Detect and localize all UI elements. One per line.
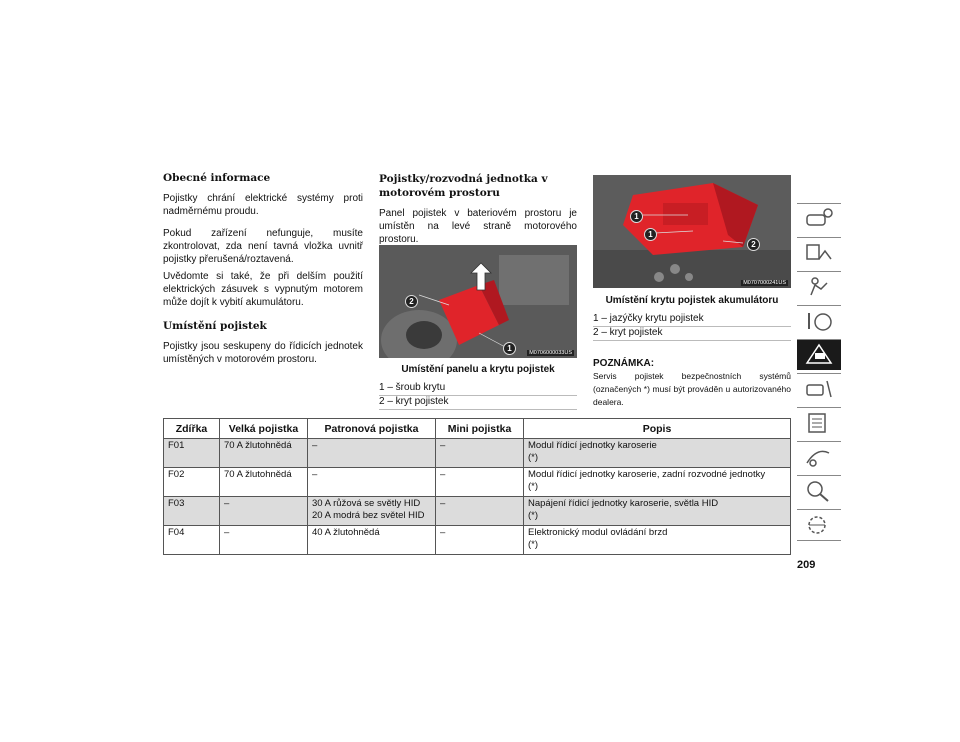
cell-cartridge: – <box>308 468 436 497</box>
battery-fuse-photo <box>593 175 791 288</box>
cell-cartridge: – <box>308 439 436 468</box>
page-number: 209 <box>797 559 816 571</box>
fuse-panel-photo <box>379 245 577 358</box>
heading-general-info: Obecné informace <box>163 172 271 184</box>
cell-description <box>524 468 791 497</box>
desc-note: (*) <box>528 539 539 550</box>
desc-note: (*) <box>528 510 539 521</box>
cell-mini: – <box>436 468 524 497</box>
heading-engine-fuse-box: Pojistky/rozvodná jednotka v motorovém prostoru <box>379 173 548 199</box>
marker-1b: 1 <box>644 228 657 241</box>
table-row <box>164 497 791 526</box>
table-row <box>164 468 791 497</box>
col-header-description: Popis <box>524 419 791 439</box>
cell-description <box>524 497 791 526</box>
col-header-large: Velká pojistka <box>220 419 308 439</box>
car-info-icon <box>803 207 835 231</box>
marker-1a: 1 <box>630 210 643 223</box>
col-header-mini: Mini pojistka <box>436 419 524 439</box>
table-row <box>164 526 791 555</box>
cell-mini: – <box>436 526 524 555</box>
legend-item-2: 2 – kryt pojistek <box>379 395 577 410</box>
cell-cavity: F03 <box>164 497 220 526</box>
cartridge-line-2: 20 A modrá bez světel HID <box>312 510 425 521</box>
tab-airbag[interactable] <box>797 271 841 302</box>
cartridge-line-1: 30 A růžová se světly HID <box>312 498 421 509</box>
specs-icon <box>803 411 835 435</box>
marker-2: 2 <box>747 238 760 251</box>
cell-cartridge <box>308 497 436 526</box>
desc-text: Elektronický modul ovládání brzd <box>528 527 668 538</box>
legend-item-1: 1 – jazýčky krytu pojistek <box>593 312 791 327</box>
desc-text: Napájení řídicí jednotky karoserie, světla HID <box>528 498 719 509</box>
cell-large: 70 A žlutohnědá <box>220 439 308 468</box>
search-icon <box>803 479 835 503</box>
marker-2: 2 <box>405 295 418 308</box>
legend-item-2: 2 – kryt pojistek <box>593 326 791 341</box>
desc-note: (*) <box>528 481 539 492</box>
tab-specs[interactable] <box>797 407 841 438</box>
cell-description <box>524 526 791 555</box>
caption-battery-fuse: Umístění krytu pojistek akumulátoru <box>605 295 779 306</box>
legend-item-1: 1 – šroub krytu <box>379 381 577 396</box>
airbag-icon <box>803 275 835 299</box>
cell-description <box>524 439 791 468</box>
para-battery-drain: Uvědomte si také, že při delším použití elektrických zásuvek s vypnutým motorem může dojít k vybití akumulátoru. <box>163 271 363 308</box>
cell-large: – <box>220 526 308 555</box>
desc-text: Modul řídicí jednotky karoserie, zadní rozvodné jednotky <box>528 469 766 480</box>
cell-mini: – <box>436 439 524 468</box>
tab-steering[interactable] <box>797 305 841 336</box>
cell-mini: – <box>436 497 524 526</box>
cell-large: 70 A žlutohnědá <box>220 468 308 497</box>
caption-fuse-panel: Umístění panelu a krytu pojistek <box>401 364 555 375</box>
tab-language[interactable] <box>797 509 841 541</box>
battery-illustration <box>593 175 791 288</box>
image-code: M0706000033US <box>529 350 572 356</box>
desc-note: (*) <box>528 452 539 463</box>
para-fuse-groups: Pojistky jsou seskupeny do řídicích jednotek umístěných v motorovém prostoru. <box>163 341 363 365</box>
col-header-cavity: Zdířka <box>164 419 220 439</box>
cell-cavity: F01 <box>164 439 220 468</box>
steering-wheel-icon <box>803 309 835 333</box>
desc-text: Modul řídicí jednotky karoserie <box>528 440 657 451</box>
col-header-cartridge: Patronová pojistka <box>308 419 436 439</box>
note-title: POZNÁMKA: <box>593 358 655 369</box>
note-text: Servis pojistek bezpečnostních systémů (označených *) musí být prováděn u autorizovaného dealera. <box>593 371 791 407</box>
table-row <box>164 439 791 468</box>
para-check-fuse: Pokud zařízení nefunguje, musíte zkontrolovat, zda není tavná vložka uvnitř pojistky přerušená/roztavená. <box>163 228 363 265</box>
fuse-table <box>163 418 791 555</box>
tab-multimedia[interactable] <box>797 441 841 472</box>
tab-warning-lights[interactable] <box>797 237 841 268</box>
marker-1: 1 <box>503 342 516 355</box>
emergency-icon <box>803 343 835 367</box>
cell-cavity: F02 <box>164 468 220 497</box>
language-icon <box>803 513 835 537</box>
cell-cartridge: 40 A žlutohnědá <box>308 526 436 555</box>
cell-cavity: F04 <box>164 526 220 555</box>
table-header-row <box>164 419 791 439</box>
tab-emergency[interactable] <box>797 339 841 370</box>
warning-lights-icon <box>803 241 835 265</box>
heading-fuse-location: Umístění pojistek <box>163 320 267 332</box>
multimedia-icon <box>803 445 835 469</box>
tab-car-info[interactable] <box>797 203 841 234</box>
para-fuses-protect: Pojistky chrání elektrické systémy proti nadměrnému proudu. <box>163 193 363 217</box>
service-icon <box>803 377 835 401</box>
tab-search[interactable] <box>797 475 841 506</box>
tab-service[interactable] <box>797 373 841 404</box>
image-code: M0707000241US <box>743 280 786 286</box>
cell-large: – <box>220 497 308 526</box>
para-fuse-panel-location: Panel pojistek v bateriovém prostoru je umístěn na levé straně motorového prostoru. <box>379 208 577 245</box>
